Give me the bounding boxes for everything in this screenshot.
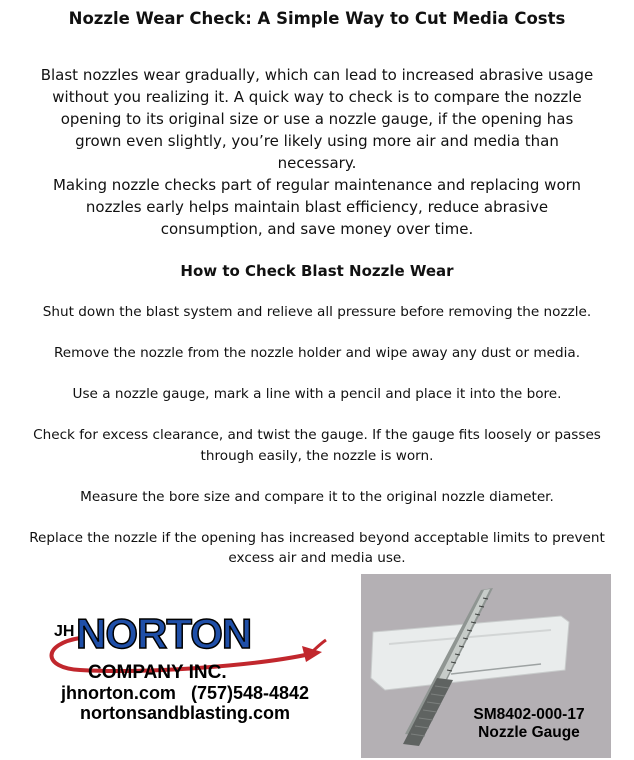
step-item: Replace the nozzle if the opening has increased beyond acceptable limits to prevent excess air and media use.: [29, 529, 605, 566]
product-caption: [449, 706, 609, 742]
logo-name: NORTON: [76, 610, 252, 657]
product-part-number: SM8402-000-17: [473, 706, 585, 723]
logo-contact: jhnorton.com (757)548-4842: [60, 683, 310, 703]
page-title: Nozzle Wear Check: A Simple Way to Cut Media Costs: [68, 9, 566, 28]
company-logo: [40, 610, 330, 730]
product-photo: [361, 574, 611, 758]
steps-list: [6, 302, 628, 589]
product-name: Nozzle Gauge: [478, 724, 580, 741]
step-item: Use a nozzle gauge, mark a line with a pencil and place it into the bore.: [72, 386, 562, 402]
step-item: Remove the nozzle from the nozzle holder and wipe away any dust or media.: [53, 345, 581, 361]
intro-paragraph-2: Making nozzle checks part of regular maintenance and replacing worn nozzles early helps maintain blast efficiency, reduce abrasive consumption, and save money over time.: [52, 176, 582, 238]
logo-company: COMPANY INC.: [88, 662, 227, 683]
logo-prefix: JH: [54, 623, 75, 640]
logo-website: nortonsandblasting.com: [79, 703, 290, 723]
step-item: Measure the bore size and compare it to the original nozzle diameter.: [80, 488, 554, 505]
intro-text: [40, 64, 594, 240]
intro-paragraph-1: Blast nozzles wear gradually, which can lead to increased abrasive usage without you realizing it. A quick way to check is to compare the nozzle opening to its original size or use a nozzle gauge, if the opening has grown even slightly, you’re likely using more air and media than necessary.: [40, 66, 594, 172]
step-item: Check for excess clearance, and twist the gauge. If the gauge fits loosely or passes through easily, the nozzle is worn.: [33, 427, 601, 464]
step-item: Shut down the blast system and relieve all pressure before removing the nozzle.: [42, 304, 592, 320]
section-heading: How to Check Blast Nozzle Wear: [180, 262, 454, 280]
